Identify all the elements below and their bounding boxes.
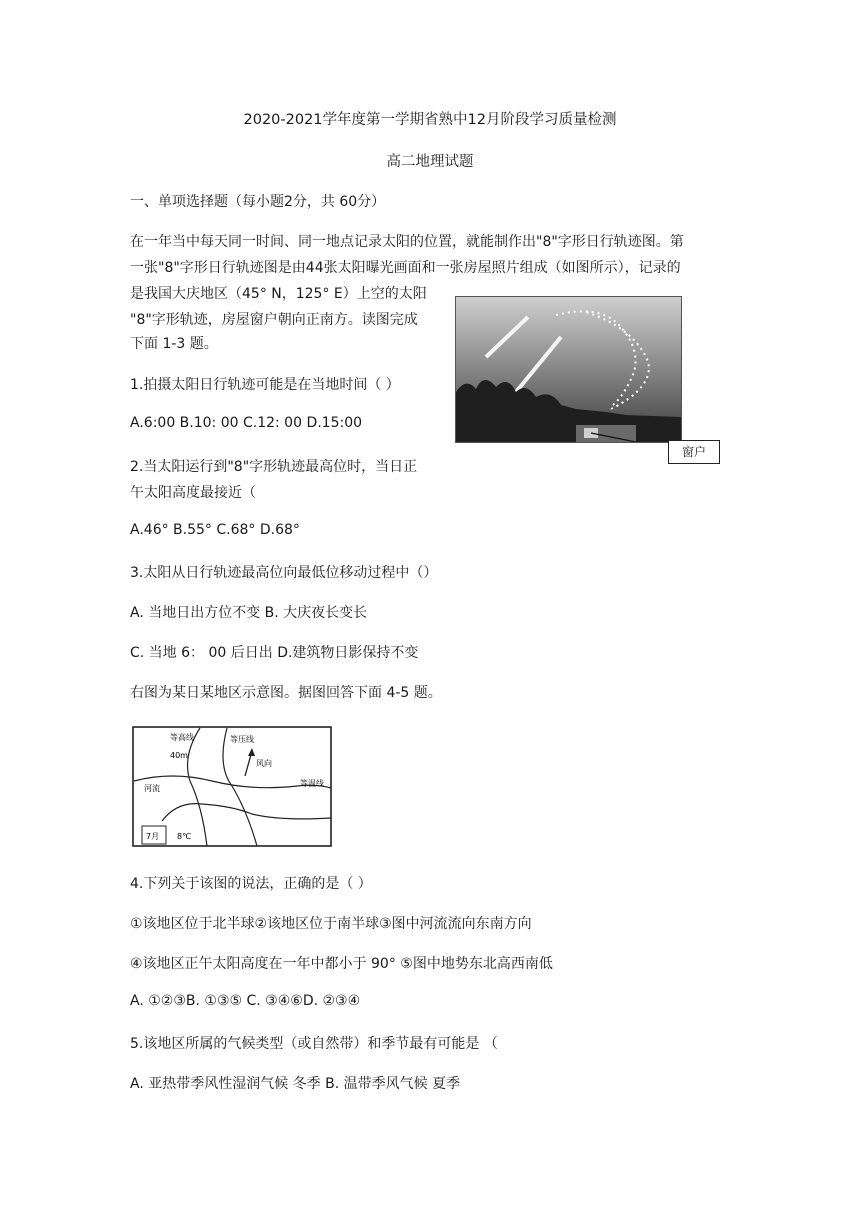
sun-streak-1 xyxy=(486,317,528,357)
analemma-photo xyxy=(455,296,682,443)
q3-stem: 3.太阳从日行轨迹最高位向最低位移动过程中（） xyxy=(130,565,438,581)
exam-title: 2020-2021学年度第一学期省熟中12月阶段学习质量检测 xyxy=(243,112,617,128)
q2-stem-line-2: 午太阳高度最接近（ xyxy=(130,485,256,501)
q4-options: A. ①②③B. ①③⑤ C. ③④⑥D. ②③④ xyxy=(130,993,361,1009)
region-map xyxy=(132,726,334,848)
temperature-label: 8℃ xyxy=(177,832,192,841)
elevation-label: 40m xyxy=(170,751,188,760)
analemma-photo-drawing xyxy=(456,297,681,442)
q45-intro: 右图为某日某地区示意图。据图回答下面 4-5 题。 xyxy=(130,685,442,701)
q2-stem-line-1: 2.当太阳运行到"8"字形轨迹最高位时，当日正 xyxy=(130,459,418,475)
river-label: 河流 xyxy=(144,784,160,793)
q4-statements-line-2: ④该地区正午太阳高度在一年中都小于 90° ⑤图中地势东北高西南低 xyxy=(130,956,553,972)
sun-streak-2 xyxy=(516,337,561,392)
q3-options-line-2: C. 当地 6： 00 后日出 D.建筑物日影保持不变 xyxy=(130,645,419,661)
intro-line-3: 是我国大庆地区（45° N，125° E）上空的太阳 xyxy=(130,286,427,302)
q2-options: A.46° B.55° C.68° D.68° xyxy=(130,522,300,538)
exam-subtitle: 高二地理试题 xyxy=(386,154,474,170)
month-label: 7月 xyxy=(146,832,160,841)
q3-options-line-1: A. 当地日出方位不变 B. 大庆夜长变长 xyxy=(130,605,368,621)
contour-label: 等高线 xyxy=(170,733,194,742)
intro-line-5: 下面 1-3 题。 xyxy=(130,336,218,352)
intro-line-4: "8"字形轨迹，房屋窗户朝向正南方。读图完成 xyxy=(130,312,418,328)
intro-line-2: 一张"8"字形日行轨迹图是由44张太阳曝光画面和一张房屋照片组成（如图所示），记录的 xyxy=(130,260,681,276)
q4-stem: 4.下列关于该图的说法，正确的是（ ） xyxy=(130,876,372,892)
analemma-path xyxy=(556,311,649,408)
intro-line-1: 在一年当中每天同一时间、同一地点记录太阳的位置，就能制作出"8"字形日行轨迹图。第 xyxy=(130,234,684,250)
isobar-label: 等压线 xyxy=(230,735,254,744)
window-label: 窗户 xyxy=(668,440,720,464)
q5-stem: 5.该地区所属的气候类型（或自然带）和季节最有可能是 （ xyxy=(130,1036,498,1052)
wind-label: 风向 xyxy=(256,759,272,768)
section-heading: 一、单项选择题（每小题2分，共 60分） xyxy=(130,194,386,210)
q4-statements-line-1: ①该地区位于北半球②该地区位于南半球③图中河流流向东南方向 xyxy=(130,916,532,932)
q1-options: A.6:00 B.10: 00 C.12: 00 D.15:00 xyxy=(130,415,363,431)
q1-stem: 1.拍摄太阳日行轨迹可能是在当地时间（ ） xyxy=(130,377,400,393)
trees-silhouette xyxy=(456,380,681,442)
q5-options: A. 亚热带季风性湿润气候 冬季 B. 温带季风气候 夏季 xyxy=(130,1076,461,1092)
region-map-drawing xyxy=(132,726,334,848)
isotherm-label: 等温线 xyxy=(300,779,324,788)
